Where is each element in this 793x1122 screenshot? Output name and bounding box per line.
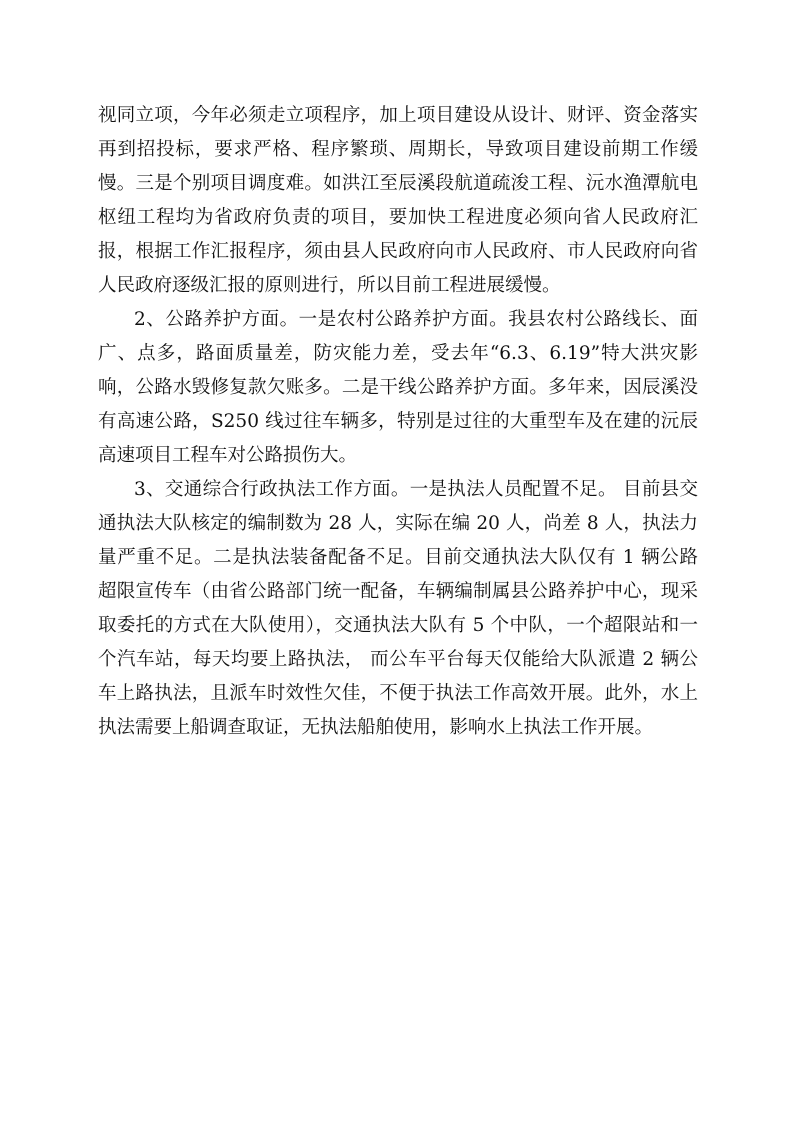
paragraph-line: 超限宣传车（由省公路部门统一配备，车辆编制属县公路养护中心，现采 [98, 581, 698, 602]
paragraph-line: 车上路执法，且派车时效性欠佳，不便于执法工作高效开展。此外，水上 [98, 683, 698, 704]
paragraph-line: 报，根据工作汇报程序，须由县人民政府向市人民政府、市人民政府向省 [98, 241, 698, 262]
paragraph-line: 个汽车站，每天均要上路执法， 而公车平台每天仅能给大队派遣 2 辆公 [98, 649, 698, 670]
paragraph-line: 广、点多，路面质量差，防灾能力差，受去年“6.3、6.19”特大洪灾影 [98, 343, 698, 364]
paragraph-line: 量严重不足。二是执法装备配备不足。目前交通执法大队仅有 1 辆公路 [98, 547, 698, 568]
paragraph-line: 取委托的方式在大队使用），交通执法大队有 5 个中队，一个超限站和一 [98, 615, 698, 636]
paragraph-line: 慢。三是个别项目调度难。如洪江至辰溪段航道疏浚工程、沅水渔潭航电 [98, 173, 698, 194]
paragraph-line: 高速项目工程车对公路损伤大。 [98, 445, 358, 466]
paragraph-line: 再到招投标，要求严格、程序繁琐、周期长，导致项目建设前期工作缓 [98, 139, 698, 160]
paragraph-line: 有高速公路，S250 线过往车辆多，特别是过往的大重型车及在建的沅辰 [98, 411, 698, 432]
paragraph-line: 2、公路养护方面。一是农村公路养护方面。我县农村公路线长、面 [134, 309, 698, 330]
paragraph-line: 人民政府逐级汇报的原则进行，所以目前工程进展缓慢。 [98, 275, 561, 296]
paragraph-line: 视同立项，今年必须走立项程序，加上项目建设从设计、财评、资金落实 [98, 105, 698, 126]
paragraph-line: 枢纽工程均为省政府负责的项目，要加快工程进度必须向省人民政府汇 [98, 207, 698, 228]
paragraph-line: 执法需要上船调查取证，无执法船舶使用，影响水上执法工作开展。 [98, 717, 654, 738]
paragraph-line: 响，公路水毁修复款欠账多。二是干线公路养护方面。多年来，因辰溪没 [98, 377, 698, 398]
paragraph-line: 通执法大队核定的编制数为 28 人，实际在编 20 人，尚差 8 人，执法力 [98, 513, 698, 534]
paragraph-line: 3、交通综合行政执法工作方面。一是执法人员配置不足。 目前县交 [134, 479, 698, 500]
